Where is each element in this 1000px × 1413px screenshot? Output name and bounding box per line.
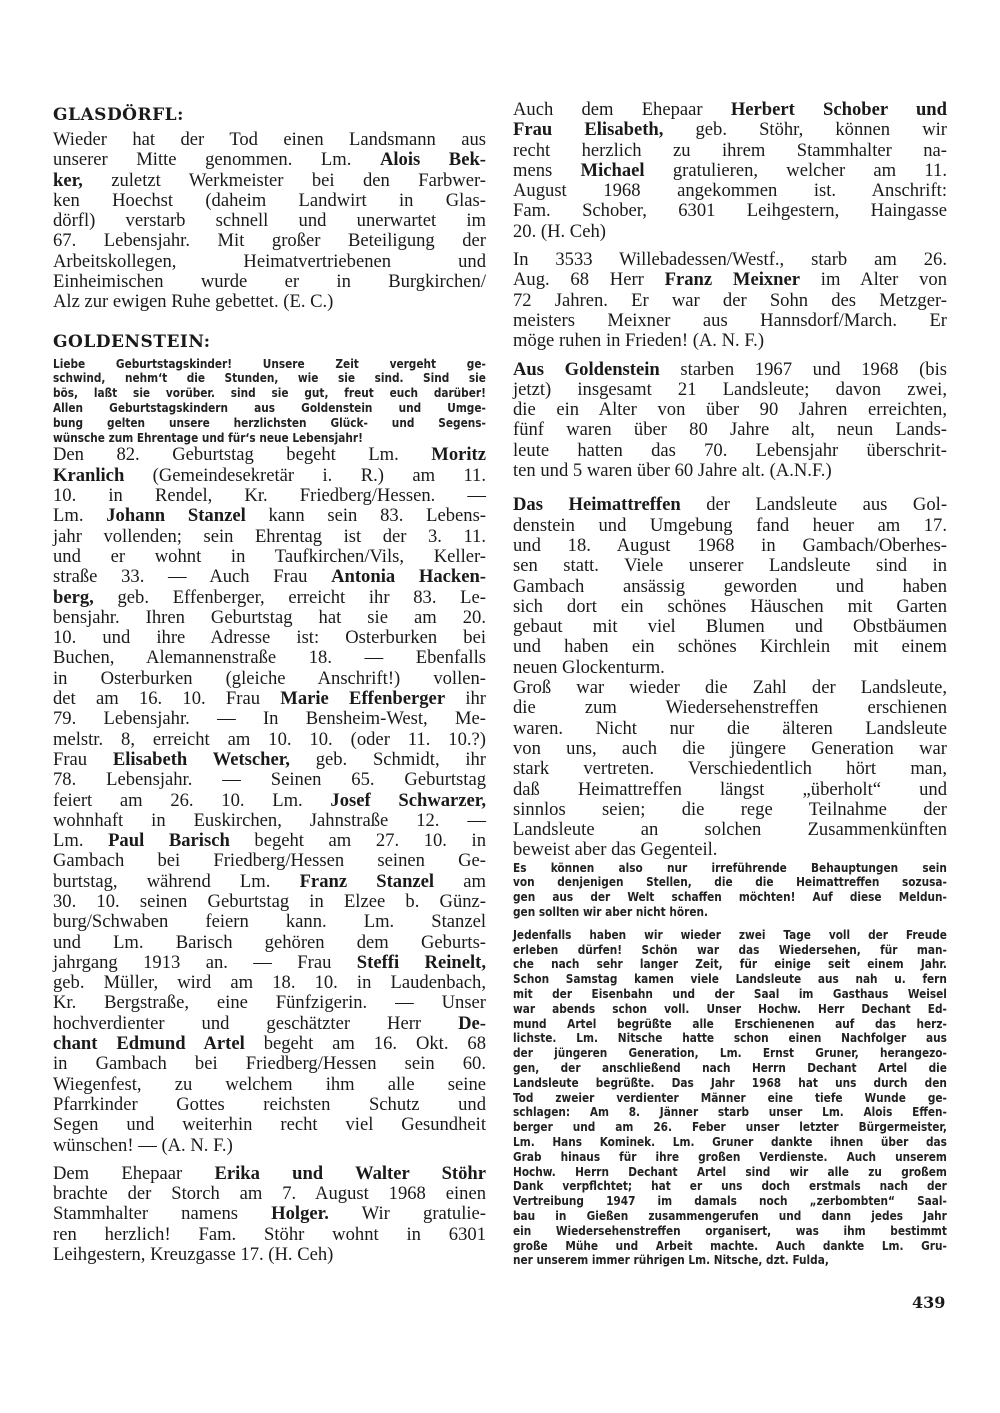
text-line: meisters Meixner aus Hannsdorf/March. Er xyxy=(513,309,947,331)
text-line: Lm. Paul Barisch begeht am 27. 10. in xyxy=(53,830,487,852)
text-line: Jedenfalls haben wir wieder zwei Tage voll der Freude xyxy=(513,926,947,942)
bold-name: Franz Meixner xyxy=(664,269,801,291)
bold-name: Johann Stanzel xyxy=(106,505,246,527)
text-line: Tod zweier verdienter Männer eine tiefe Wunde ge- xyxy=(513,1089,947,1105)
text-line: ten und 5 waren über 60 Jahre alt. (A.N.F.) xyxy=(513,460,832,482)
text-line: Allen Geburtstagskindern aus Goldenstein und Umge- xyxy=(53,400,486,416)
text-line: geb. Müller, wird am 18. 10. in Laudenbach, xyxy=(53,972,486,994)
text-line: gen aus der Welt schaffen möchten! Auf diese Meldun- xyxy=(513,889,947,905)
text-line: stark vertreten. Verschiedentlich hört man, xyxy=(513,758,947,780)
glasdoerfl-obituary xyxy=(53,130,486,313)
bold-name: Steffi Reinelt, xyxy=(356,951,486,973)
page-number: 439 xyxy=(912,1293,946,1312)
text-line: große Mühe und Arbeit machte. Auch dankte Lm. Gru- xyxy=(513,1237,947,1253)
text-line: wünschen! — (A. N. F.) xyxy=(53,1134,233,1156)
bold-name: Frau Elisabeth, xyxy=(513,119,664,141)
text-line: Buchen, Alemannenstraße 18. — Ebenfalls xyxy=(53,647,486,669)
text-line: 78. Lebensjahr. — Seinen 65. Geburtstag xyxy=(53,769,486,791)
text-line: jahrgang 1913 an. — Frau Steffi Reinelt, xyxy=(53,951,486,973)
bold-name: Antonia Hacken- xyxy=(331,566,486,588)
text-line: ker, zuletzt Werkmeister bei den Farbwer- xyxy=(53,169,486,191)
text-line: Leihgestern, Kreuzgasse 17. (H. Ceh) xyxy=(53,1244,334,1266)
text-line: ein Wiedersehenstreffen organisert, was ihm bestimmt xyxy=(513,1222,947,1238)
text-line: schlagen: Am 8. Jänner starb unser Lm. Alois Effen- xyxy=(513,1104,947,1120)
text-line: Kr. Bergstraße, eine Fünfzigerin. — Unser xyxy=(53,992,486,1014)
text-line: leute hatten das 70. Lebensjahr überschrit- xyxy=(513,439,947,461)
text-line: Einheimischen wurde er in Burgkirchen/ xyxy=(53,271,486,293)
text-line: berger und am 26. Feber unser letzter Bürgermeister, xyxy=(513,1119,947,1135)
text-line: Gambach ansässig geworden und haben xyxy=(513,575,947,597)
text-line: burg/Schwaben feiern kann. Lm. Stanzel xyxy=(53,911,486,933)
text-line: möge ruhen in Frieden! (A. N. F.) xyxy=(513,330,765,352)
bold-name: De- xyxy=(458,1012,486,1034)
text-line: Wieder hat der Tod einen Landsmann aus xyxy=(53,129,486,150)
text-line: straße 33. — Auch Frau Antonia Hacken- xyxy=(53,566,486,588)
text-line: hochverdienter und geschätzter Herr De- xyxy=(53,1012,486,1034)
text-line: mens Michael gratulieren, welcher am 11. xyxy=(513,159,947,181)
text-line: Landsleute begrüßte. Das Jahr 1968 hat uns durch den xyxy=(513,1074,947,1090)
text-line: mit der Eisenbahn und der Saal im Gasthaus Weisel xyxy=(513,986,947,1002)
text-line: gen, der anschließend nach Herrn Dechant Artel die xyxy=(513,1060,947,1076)
text-line: schwind, nehm‘t die Stunden, wie sie sind. Sind sie xyxy=(53,370,486,386)
bold-name: Josef Schwarzer, xyxy=(330,789,486,811)
text-line: sinnlos seien; die rege Teilnahme der xyxy=(513,798,947,820)
text-line: sich dort ein schönes Häuschen mit Garten xyxy=(513,595,947,617)
text-line: Das Heimattreffen der Landsleute aus Gol- xyxy=(513,494,948,516)
text-line: melstr. 8, erreicht am 10. 10. (oder 11. 10.?) xyxy=(53,728,486,750)
text-line: mund Artel begrüßte alle Erschienenen auf das herz- xyxy=(513,1015,947,1031)
section-heading-glasdoerfl: GLASDÖRFL: xyxy=(53,105,184,125)
text-line: In 3533 Willebadessen/Westf., starb am 26. xyxy=(513,249,947,271)
text-line: Arbeitskollegen, Heimatvertriebenen und xyxy=(53,250,486,272)
text-line: und er wohnt in Taufkirchen/Vils, Keller- xyxy=(53,545,486,567)
text-line: sen statt. Viele unserer Landsleute sind in xyxy=(513,555,947,577)
text-line: jetzt) insgesamt 21 Landsleute; davon zwei, xyxy=(513,378,947,400)
text-line: beweist aber das Gegenteil. xyxy=(513,839,718,861)
text-line: Vertreibung 1947 im damals noch „zerbombten“ Saal- xyxy=(513,1193,947,1209)
text-line: ren herzlich! Fam. Stöhr wohnt in 6301 xyxy=(53,1223,486,1245)
text-line: wohnhaft in Euskirchen, Jahnstraße 12. — xyxy=(53,809,486,831)
text-line: bung gelten unsere herzlichsten Glück- und Segens- xyxy=(53,414,486,430)
text-line: Lm. Johann Stanzel kann sein 83. Lebens- xyxy=(53,505,486,527)
text-line: chant Edmund Artel begeht am 16. Okt. 68 xyxy=(53,1033,486,1055)
text-line: von denjenigen Stellen, die die Heimattreffen sozusa- xyxy=(513,874,947,890)
bold-name: chant Edmund Artel xyxy=(53,1033,245,1055)
bold-name: Das Heimattreffen xyxy=(513,494,681,516)
text-line: 30. 10. seinen Geburtstag in Elzee b. Günz- xyxy=(53,890,486,912)
text-line: Dank verpflchtet; hat er uns doch erstmals nach der xyxy=(513,1178,947,1194)
bold-name: ker, xyxy=(53,169,83,191)
text-line: Liebe Geburtstagskinder! Unsere Zeit vergeht ge- xyxy=(53,355,486,371)
birthday-greeting xyxy=(53,357,486,446)
text-line: 72 Jahren. Er war der Sohn des Metzger- xyxy=(513,289,947,311)
text-line: recht herzlich zu ihrem Stammhalter na- xyxy=(513,139,947,161)
text-line: Kranlich (Gemeindesekretär i. R.) am 11. xyxy=(53,464,486,486)
right-column xyxy=(513,100,947,1268)
deaths-summary xyxy=(513,360,947,482)
text-line: fünf waren über 80 Jahre alt, neun Lands- xyxy=(513,419,947,441)
text-line: Grab hinaus für ihre großen Verdienste. Auch unserem xyxy=(513,1148,947,1164)
text-line: wünsche zum Ehrentage und für‘s neue Lebensjahr! xyxy=(53,429,363,445)
text-line: in Gambach bei Friedberg/Hessen sein 60. xyxy=(53,1053,486,1075)
text-line: die ein Alter von über 90 Jahren erreichten, xyxy=(513,399,947,421)
text-line: berg, geb. Effenberger, erreicht ihr 83. Le- xyxy=(53,586,486,608)
text-line: neuen Glockenturm. xyxy=(513,656,665,678)
text-line: waren. Nicht nur die älteren Landsleute xyxy=(513,717,947,739)
bold-name: Aus Goldenstein xyxy=(513,358,660,380)
text-line: Es können also nur irreführende Behauptungen sein xyxy=(513,859,947,875)
bold-name: Franz Stanzel xyxy=(299,870,435,892)
bold-name: Herbert Schober und xyxy=(730,99,947,120)
text-line: Pfarrkinder Gottes reichsten Schutz und xyxy=(53,1093,486,1115)
text-line: bau in Gießen zusammengerufen und dann jedes Jahr xyxy=(513,1208,947,1224)
text-line: Den 82. Geburtstag begeht Lm. Moritz xyxy=(53,444,486,466)
bold-name: Michael xyxy=(580,159,645,181)
text-line: von uns, auch die jüngere Generation war xyxy=(513,737,947,759)
text-line: die zum Wiedersehenstreffen erschienen xyxy=(513,697,947,719)
text-line: gebaut mit viel Blumen und Obstbäumen xyxy=(513,616,947,638)
text-line: Landsleute an solchen Zusammenkünften xyxy=(513,819,947,841)
text-line: war abends schon voll. Unser Hochw. Herr Dechant Ed- xyxy=(513,1000,947,1016)
bold-name: berg, xyxy=(53,586,94,608)
text-line: daß Heimattreffen längst „überholt“ und xyxy=(513,778,947,800)
section-heading-goldenstein: GOLDENSTEIN: xyxy=(53,331,211,352)
text-line: Aug. 68 Herr Franz Meixner im Alter von xyxy=(513,269,947,291)
text-line: Frau Elisabeth Wetscher, geb. Schmidt, ihr xyxy=(53,748,486,770)
text-line: Lm. Hans Kominek. Lm. Gruner dankte ihnen über das xyxy=(513,1134,947,1150)
bold-name: Moritz xyxy=(431,444,486,466)
text-line: ner unserem immer rührigen Lm. Nitsche, dzt. Fulda, xyxy=(513,1252,829,1268)
text-line: feiert am 26. 10. Lm. Josef Schwarzer, xyxy=(53,789,486,811)
bold-name: Alois Bek- xyxy=(379,149,486,171)
text-line: und Lm. Barisch gehören dem Geburts- xyxy=(53,931,486,953)
schober-birth-notice xyxy=(513,100,947,242)
text-line: Gambach bei Friedberg/Hessen seinen Ge- xyxy=(53,850,486,872)
text-line: Groß war wieder die Zahl der Landsleute, xyxy=(513,677,947,699)
text-line: Auch dem Ehepaar Herbert Schober und xyxy=(513,99,947,120)
bold-name: Kranlich xyxy=(53,464,125,486)
text-line: brachte der Storch am 7. August 1968 einen xyxy=(53,1183,486,1205)
text-line: ken Hoechst (daheim Landwirt in Glas- xyxy=(53,189,486,211)
bold-name: Elisabeth Wetscher, xyxy=(112,748,290,770)
attendance-paragraph xyxy=(513,678,947,861)
text-line: burtstag, während Lm. Franz Stanzel am xyxy=(53,870,487,892)
text-line: che nach sehr langer Zeit, für einige seit einem Jahr. xyxy=(513,956,947,972)
heimattreffen-report xyxy=(513,495,947,678)
claims-paragraph xyxy=(513,861,947,920)
text-line: und 18. August 1968 in Gambach/Oberhes- xyxy=(513,534,947,556)
text-line: jahr vollenden; sein Ehrentag ist der 3. 11. xyxy=(53,525,486,547)
text-line: Frau Elisabeth, geb. Stöhr, können wir xyxy=(513,119,947,141)
text-line: gen sollten wir aber nicht hören. xyxy=(513,904,708,920)
text-line: unserer Mitte genommen. Lm. Alois Bek- xyxy=(53,149,486,171)
text-line: Alz zur ewigen Ruhe gebettet. (E. C.) xyxy=(53,291,334,313)
text-line: Schon Samstag kamen viele Landsleute aus nah u. fern xyxy=(513,971,947,987)
left-column xyxy=(53,100,486,1265)
text-line: in Osterburken (gleiche Anschrift!) vollen- xyxy=(53,667,486,689)
birthday-list xyxy=(53,445,486,1155)
bold-name: Paul Barisch xyxy=(108,830,230,852)
text-line: 79. Lebensjahr. — In Bensheim-West, Me- xyxy=(53,708,486,730)
meixner-death-notice xyxy=(513,250,947,351)
text-line: Dem Ehepaar Erika und Walter Stöhr xyxy=(53,1162,487,1184)
text-line: bös, laßt sie vorüber. sind sie gut, freut euch darüber! xyxy=(53,385,486,401)
text-line: Hochw. Herrn Dechant Artel sind wir alle zu großem xyxy=(513,1163,947,1179)
text-line: lichste. Lm. Nitsche hatte schon einen Nachfolger aus xyxy=(513,1030,947,1046)
bold-name: Erika und Walter Stöhr xyxy=(214,1162,487,1184)
text-line: bensjahr. Ihren Geburtstag hat sie am 20. xyxy=(53,606,486,628)
text-line: Wiegenfest, zu welchem ihm alle seine xyxy=(53,1073,486,1095)
text-line: und haben ein schönes Kirchlein mit einem xyxy=(513,636,947,658)
text-line: Stammhalter namens Holger. Wir gratulie- xyxy=(53,1203,487,1225)
text-line: Fam. Schober, 6301 Leihgestern, Haingasse xyxy=(513,200,947,222)
text-line: 67. Lebensjahr. Mit großer Beteiligung der xyxy=(53,230,486,252)
stoehr-birth-notice xyxy=(53,1164,486,1265)
text-line: 20. (H. Ceh) xyxy=(513,220,606,242)
text-line: 10. in Rendel, Kr. Friedberg/Hessen. — xyxy=(53,485,486,507)
text-line: August 1968 angekommen ist. Anschrift: xyxy=(513,180,947,202)
text-line: erleben dürfen! Schön war das Wiedersehen, für man- xyxy=(513,941,947,957)
text-line: der jüngeren Generation, Lm. Ernst Gruner, herangezo- xyxy=(513,1045,947,1061)
bold-name: Marie Effenberger xyxy=(280,688,446,710)
text-line: denstein und Umgebung fand heuer am 17. xyxy=(513,514,947,536)
bold-name: Holger. xyxy=(271,1203,329,1225)
text-line: Aus Goldenstein starben 1967 und 1968 (bis xyxy=(513,358,948,380)
text-line: dörfl) verstarb schnell und unerwartet im xyxy=(53,210,486,232)
text-line: 10. und ihre Adresse ist: Osterburken bei xyxy=(53,627,486,649)
text-line: det am 16. 10. Frau Marie Effenberger ihr xyxy=(53,688,486,710)
meeting-report-paragraph xyxy=(513,928,947,1268)
text-line: Segen und weiterhin recht viel Gesundheit xyxy=(53,1114,486,1136)
